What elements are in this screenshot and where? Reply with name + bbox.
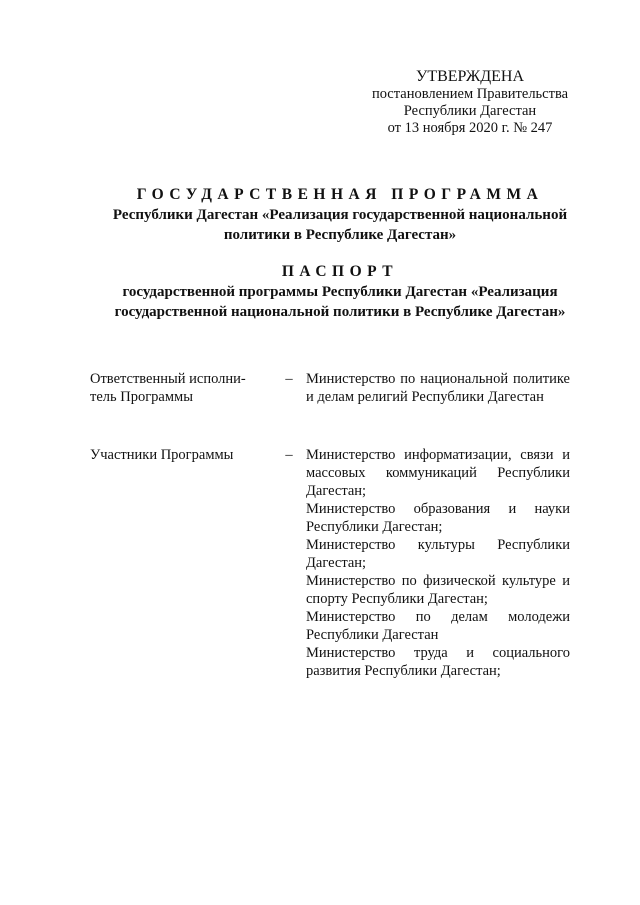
- passport-subtitle-line-1: государственной программы Республики Дагестан «Реализация: [122, 284, 558, 300]
- participant-item: Министерство информатизации, связи и массовых коммуникаций Республики Дагестан;: [306, 447, 570, 499]
- approval-line-1: постановлением Правительства: [371, 86, 569, 102]
- participant-item: Министерство по делам молодежи Республики Дагестан: [306, 609, 570, 643]
- row-value-text: Министерство по национальной политике и делам религий Республики Дагестан: [306, 371, 570, 405]
- approval-title: УТВЕРЖДЕНА: [415, 68, 524, 85]
- document-heading: [90, 185, 590, 322]
- approval-stamp: [355, 67, 585, 137]
- passport-subtitle-line-2: государственной национальной политики в Республике Дагестан»: [114, 304, 566, 320]
- row-dash: –: [285, 371, 293, 387]
- program-subtitle-line-1: Республики Дагестан «Реализация государственной национальной: [112, 207, 568, 223]
- participant-item: Министерство культуры Республики Дагестан;: [306, 537, 570, 571]
- passport-title: ПАСПОРТ: [281, 263, 399, 280]
- row-label-line-1: Участники Программы: [90, 447, 234, 463]
- participant-item: Министерство труда и социального развития Республики Дагестан;: [306, 645, 570, 679]
- program-title: ГОСУДАРСТВЕННАЯ ПРОГРАММА: [136, 186, 544, 203]
- row-label: [90, 370, 270, 406]
- row-dash: –: [285, 447, 293, 463]
- program-subtitle-line-2: политики в Республике Дагестан»: [223, 227, 457, 243]
- row-label-line-2: тель Программы: [90, 389, 193, 405]
- participant-item: Министерство по физической культуре и спорту Республики Дагестан;: [306, 573, 570, 607]
- row-label: [90, 446, 270, 464]
- row-value-list: [306, 446, 570, 680]
- row-value: [306, 370, 570, 406]
- row-label-line-1: Ответственный исполни-: [90, 371, 246, 387]
- participant-item: Министерство образования и науки Республики Дагестан;: [306, 501, 570, 535]
- approval-line-2: Республики Дагестан: [403, 103, 537, 119]
- approval-line-3: от 13 ноября 2020 г. № 247: [387, 120, 553, 136]
